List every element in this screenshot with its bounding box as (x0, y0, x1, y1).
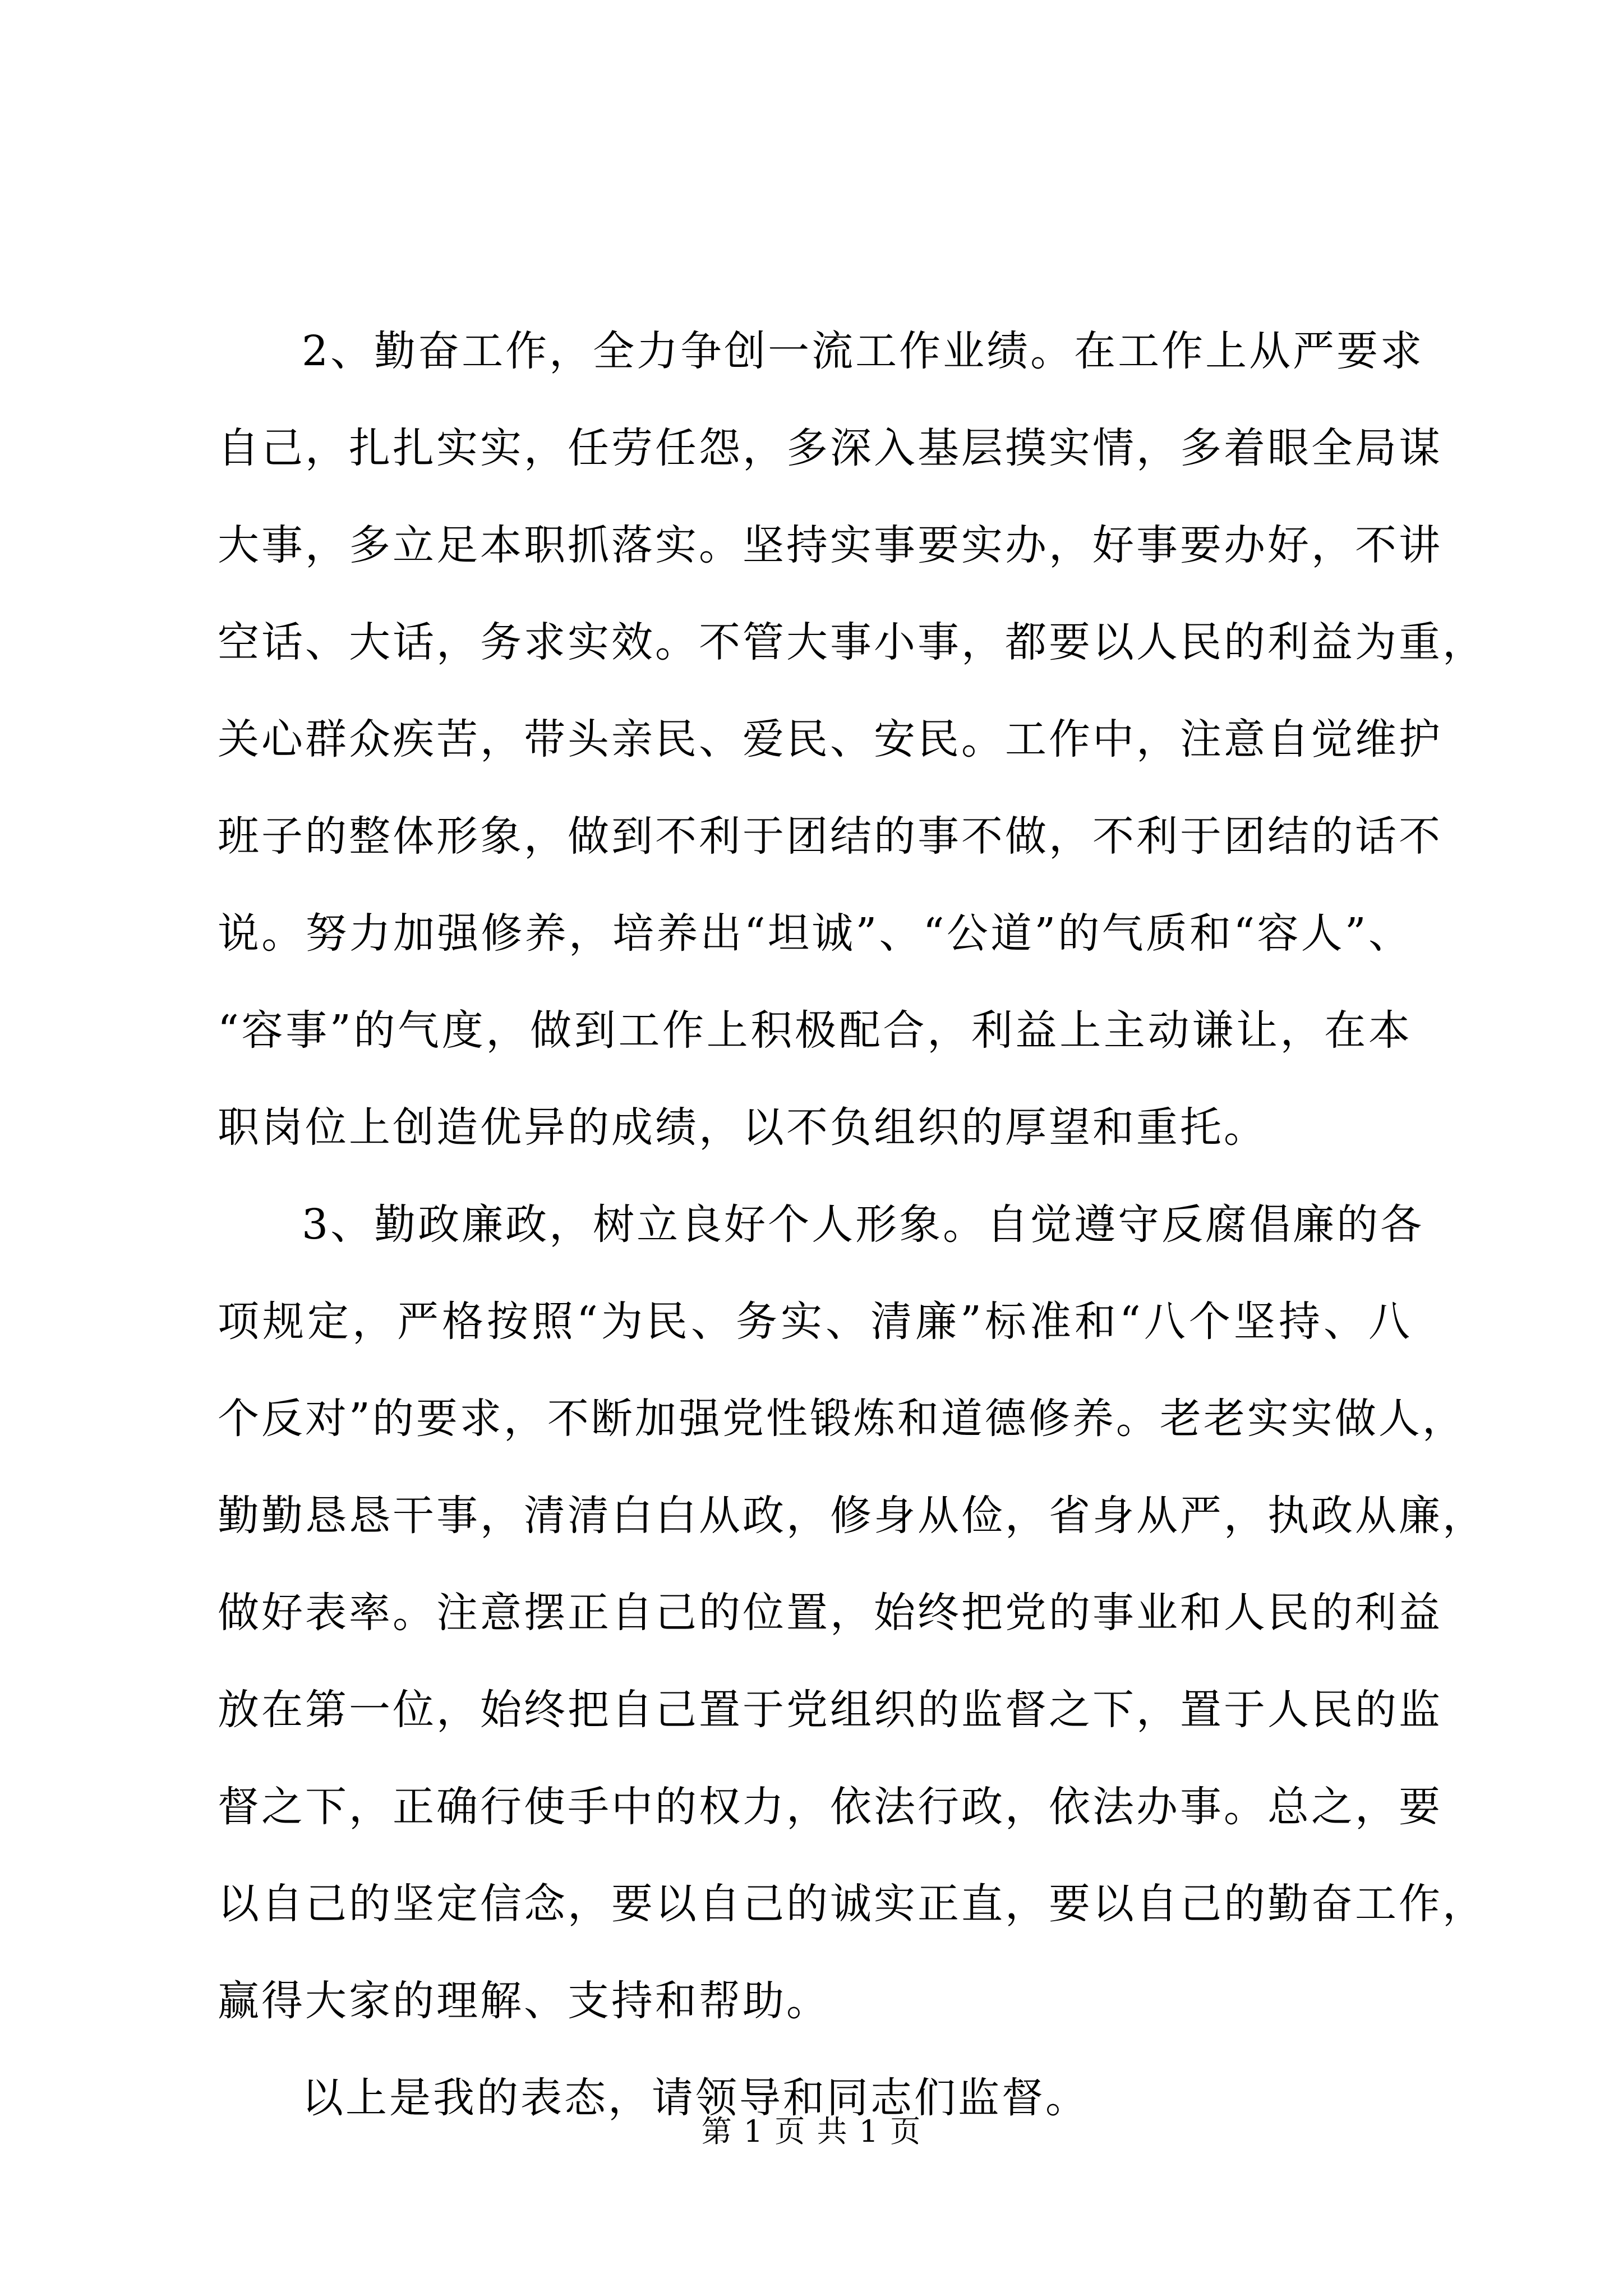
paragraph-3-line-2: 项规定，严格按照“为民、务实、清廉”标准和“八个坚持、八 (218, 1297, 1412, 1346)
paragraph-2-line-3: 大事，多立足本职抓落实。坚持实事要实办，好事要办好，不讲 (218, 521, 1442, 569)
paragraph-2-line-4: 空话、大话，务求实效。不管大事小事，都要以人民的利益为重， (218, 618, 1486, 666)
paragraph-3-line-6: 放在第一位，始终把自己置于党组织的监督之下，置于人民的监 (218, 1686, 1442, 1734)
paragraph-2-line-5: 关心群众疾苦，带头亲民、爱民、安民。工作中，注意自觉维护 (218, 715, 1442, 763)
paragraph-2-line-6: 班子的整体形象，做到不利于团结的事不做，不利于团结的话不 (218, 812, 1442, 861)
paragraph-3-line-7: 督之下，正确行使手中的权力，依法行政，依法办事。总之，要 (218, 1783, 1442, 1831)
paragraph-3-line-5: 做好表率。注意摆正自己的位置，始终把党的事业和人民的利益 (218, 1589, 1442, 1637)
paragraph-2-line-9: 职岗位上创造优异的成绩，以不负组织的厚望和重托。 (218, 1103, 1267, 1152)
document-body (218, 303, 1486, 2147)
closing-statement: 以上是我的表态，请领导和同志们监督。 (302, 2074, 1089, 2122)
paragraph-3-line-4: 勤勤恳恳干事，清清白白从政，修身从俭，省身从严，执政从廉， (218, 1492, 1486, 1540)
paragraph-3-line-3: 个反对”的要求，不断加强党性锻炼和道德修养。老老实实做人， (218, 1395, 1466, 1443)
paragraph-2-line-2: 自己，扎扎实实，任劳任怨，多深入基层摸实情，多着眼全局谋 (218, 424, 1442, 472)
paragraph-3-line-9: 赢得大家的理解、支持和帮助。 (218, 1977, 830, 2025)
paragraph-2-line-1: 2、勤奋工作，全力争创一流工作业绩。在工作上从严要求 (302, 327, 1424, 375)
paragraph-2-line-8: “容事”的气度，做到工作上积极配合，利益上主动谦让，在本 (218, 1006, 1412, 1055)
paragraph-2-line-7: 说。努力加强修养，培养出“坦诚”、“公道”的气质和“容人”、 (218, 909, 1412, 958)
page-footer: 第 1 页 共 1 页 (701, 2114, 922, 2149)
paragraph-3-line-1: 3、勤政廉政，树立良好个人形象。自觉遵守反腐倡廉的各 (302, 1200, 1424, 1249)
paragraph-3-line-8: 以自己的坚定信念，要以自己的诚实正直，要以自己的勤奋工作， (218, 1880, 1486, 1928)
